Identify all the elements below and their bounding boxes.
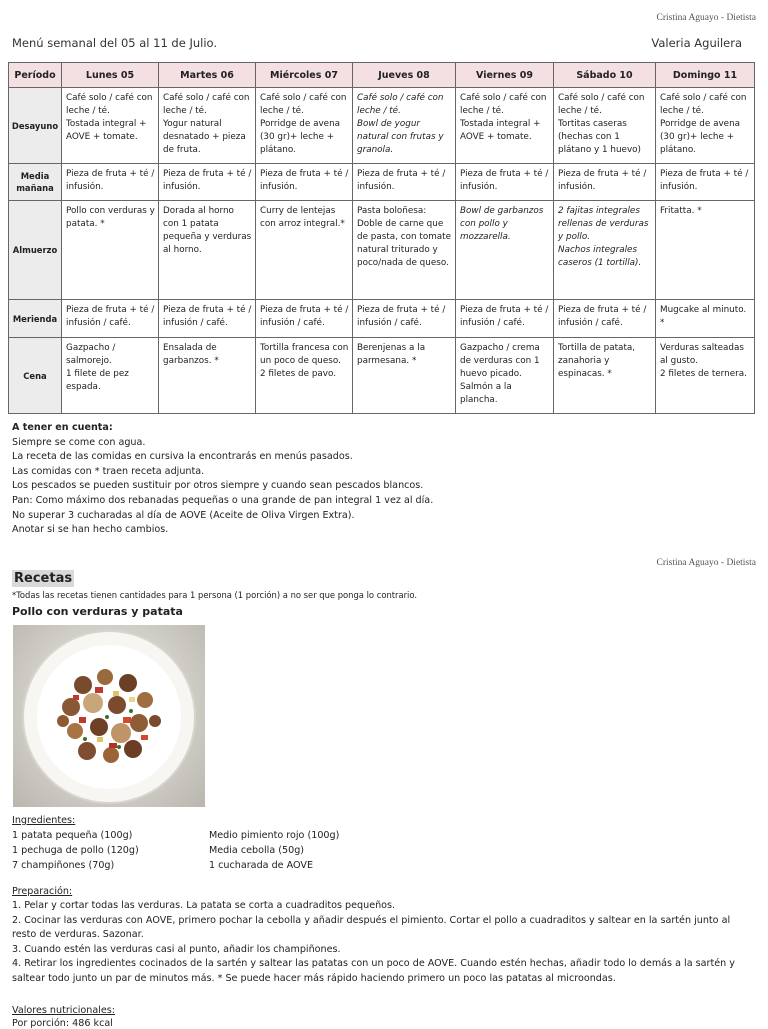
ingredients-list-left [12, 828, 139, 873]
menu-title: Menú semanal del 05 al 11 de Julio. [12, 36, 218, 50]
note-line: Siempre se come con agua. [12, 436, 146, 448]
note-line: Anotar si se han hecho cambios. [12, 524, 169, 536]
day-header: Domingo 11 [656, 63, 755, 88]
menu-cell: Pieza de fruta + té / infusión. [159, 164, 256, 201]
table-header-row [9, 63, 755, 88]
notes-title: A tener en cuenta: [12, 422, 113, 433]
menu-cell: Pieza de fruta + té / infusión. [62, 164, 159, 201]
menu-cell: Gazpacho / salmorejo. 1 filete de pez espada. [62, 338, 159, 414]
day-header: Sábado 10 [554, 63, 656, 88]
period-label: Cena [9, 338, 62, 414]
day-header: Jueves 08 [353, 63, 456, 88]
period-label: Merienda [9, 300, 62, 338]
menu-cell: Pieza de fruta + té / infusión. [554, 164, 656, 201]
period-label: Desayuno [9, 88, 62, 164]
menu-cell: Gazpacho / crema de verduras con 1 huevo picado. Salmón a la plancha. [456, 338, 554, 414]
menu-cell: Ensalada de garbanzos. * [159, 338, 256, 414]
menu-cell: Pieza de fruta + té / infusión / café. [159, 300, 256, 338]
menu-cell: Verduras salteadas al gusto. 2 filetes de ternera. [656, 338, 755, 414]
period-header: Período [9, 63, 62, 88]
day-header: Miércoles 07 [256, 63, 353, 88]
recipe-photo [13, 625, 205, 807]
menu-cell: Café solo / café con leche / té. Tostada integral + AOVE + tomate. [62, 88, 159, 164]
note-line: Los pescados se pueden sustituir por otros siempre y cuando sean pescados blancos. [12, 480, 424, 492]
ingredient-item: Media cebolla (50g) [209, 845, 305, 856]
weekly-menu-table [8, 62, 755, 414]
dish-illustration [13, 625, 205, 807]
table-row [9, 88, 755, 164]
ingredient-item: 7 champiñones (70g) [12, 860, 115, 871]
menu-cell: Pieza de fruta + té / infusión. [256, 164, 353, 201]
prep-step: 2. Cocinar las verduras con AOVE, primero pochar la cebolla y añadir después el pimiento. Cortar el pollo a cuadraditos y saltear en la sartén junto al resto de verduras. Sazonar. [12, 914, 731, 941]
menu-cell: Pollo con verduras y patata. * [62, 201, 159, 300]
note-line: Las comidas con * traen receta adjunta. [12, 465, 205, 477]
recipes-title: Recetas [14, 571, 73, 586]
menu-cell: Mugcake al minuto. * [656, 300, 755, 338]
day-header: Lunes 05 [62, 63, 159, 88]
table-row [9, 201, 755, 300]
menu-cell: Dorada al horno con 1 patata pequeña y verduras al horno. [159, 201, 256, 300]
menu-cell: Fritatta. * [656, 201, 755, 300]
menu-cell: Café solo / café con leche / té. Bowl de yogur natural con frutas y granola. [353, 88, 456, 164]
preparation-steps [12, 899, 752, 987]
day-header: Viernes 09 [456, 63, 554, 88]
table-row [9, 164, 755, 201]
author-header-page2: Cristina Aguayo - Dietista [656, 558, 756, 568]
menu-cell: Pieza de fruta + té / infusión. [456, 164, 554, 201]
prep-step: 1. Pelar y cortar todas las verduras. La patata se corta a cuadraditos pequeños. [12, 900, 396, 911]
day-header: Martes 06 [159, 63, 256, 88]
ingredient-item: 1 cucharada de AOVE [209, 860, 314, 871]
menu-cell: Pieza de fruta + té / infusión. [353, 164, 456, 201]
menu-cell: Berenjenas a la parmesana. * [353, 338, 456, 414]
period-label: Almuerzo [9, 201, 62, 300]
menu-cell: Pieza de fruta + té / infusión / café. [554, 300, 656, 338]
note-line: No superar 3 cucharadas al día de AOVE (Aceite de Oliva Virgen Extra). [12, 509, 355, 521]
menu-cell: Bowl de garbanzos con pollo y mozzarella. [456, 201, 554, 300]
author-header: Cristina Aguayo - Dietista [656, 13, 756, 23]
note-line: Pan: Como máximo dos rebanadas pequeñas o una grande de pan integral 1 vez al día. [12, 494, 434, 506]
note-line: La receta de las comidas en cursiva la encontrarás en menús pasados. [12, 451, 353, 463]
ingredients-list-right [209, 828, 339, 873]
menu-cell: Pieza de fruta + té / infusión / café. [62, 300, 159, 338]
menu-cell: Café solo / café con leche / té. Porridge de avena (30 gr)+ leche + plátano. [656, 88, 755, 164]
ingredient-item: Medio pimiento rojo (100g) [209, 830, 340, 841]
table-row [9, 338, 755, 414]
nutrition-title: Valores nutricionales: [12, 1005, 116, 1016]
recipe-name: Pollo con verduras y patata [12, 605, 183, 618]
menu-cell: Pieza de fruta + té / infusión / café. [256, 300, 353, 338]
menu-cell: Tortilla francesa con un poco de queso. 2 filetes de pavo. [256, 338, 353, 414]
prep-step: 4. Retirar los ingredientes cocinados de la sartén y saltear las patatas con un poco de AOVE. Cuando estén hechas, añadir todo lo demás a la sartén y saltear todo junto un par de minutos más. * Se puede hacer más rápido haciendo primero un poco las patatas al microondas. [12, 958, 735, 984]
table-row [9, 300, 755, 338]
menu-cell: Café solo / café con leche / té. Yogur natural desnatado + pieza de fruta. [159, 88, 256, 164]
menu-cell: 2 fajitas integrales rellenas de verduras y pollo. Nachos integrales caseros (1 tortilla). [554, 201, 656, 300]
notes-section [12, 421, 433, 538]
menu-cell: Pieza de fruta + té / infusión / café. [353, 300, 456, 338]
client-name: Valeria Aguilera [651, 36, 742, 50]
prep-step: 3. Cuando estén las verduras casi al punto, añadir los champiñones. [12, 943, 341, 955]
menu-cell: Café solo / café con leche / té. Tostada integral + AOVE + tomate. [456, 88, 554, 164]
menu-cell: Pieza de fruta + té / infusión. [656, 164, 755, 201]
menu-cell: Tortilla de patata, zanahoria y espinacas. * [554, 338, 656, 414]
menu-cell: Curry de lentejas con arroz integral.* [256, 201, 353, 300]
nutrition-value: Por porción: 486 kcal [12, 1018, 113, 1029]
preparation-title: Preparación: [12, 886, 73, 897]
ingredients-title: Ingredientes: [12, 815, 76, 826]
menu-cell: Pasta boloñesa: Doble de carne que de pasta, con tomate natural triturado y poco/nada de queso. [353, 201, 456, 300]
ingredient-item: 1 patata pequeña (100g) [12, 830, 133, 841]
menu-cell: Pieza de fruta + té / infusión / café. [456, 300, 554, 338]
recipes-note: *Todas las recetas tienen cantidades para 1 persona (1 porción) a no ser que ponga lo contrario. [12, 590, 418, 600]
ingredient-item: 1 pechuga de pollo (120g) [12, 845, 139, 856]
menu-cell: Café solo / café con leche / té. Porridge de avena (30 gr)+ leche + plátano. [256, 88, 353, 164]
period-label: Media mañana [9, 164, 62, 201]
menu-cell: Café solo / café con leche / té. Tortitas caseras (hechas con 1 plátano y 1 huevo) [554, 88, 656, 164]
